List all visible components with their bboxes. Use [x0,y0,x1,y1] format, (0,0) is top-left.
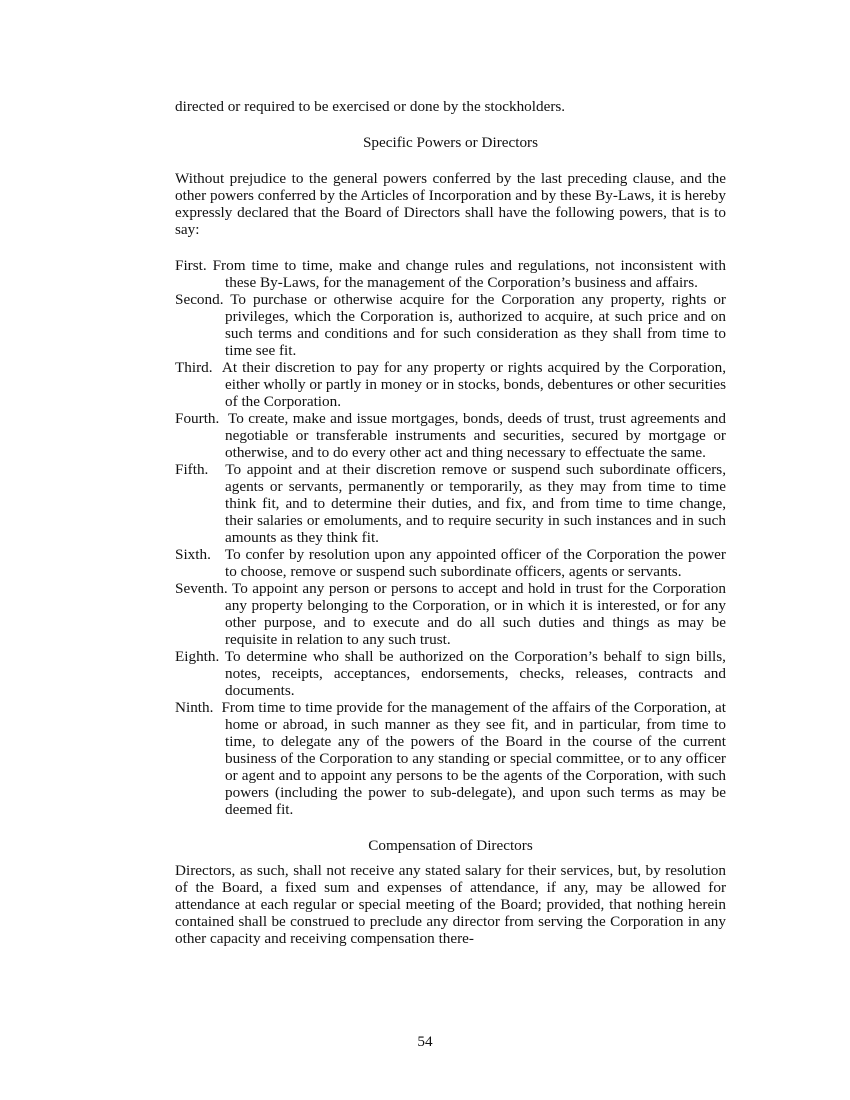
power-text: At their discretion to pay for any property or rights acquired by the Corporation, either wholly or partly in money or in stocks, bonds, debentures or other securities of the Corporation. [221,359,726,410]
power-item-sixth [175,546,726,580]
power-text: From time to time, make and change rules and regulations, not inconsistent with these By-Laws, for the management of the Corporation’s business and affairs. [212,257,726,291]
power-label: First. [175,257,207,274]
power-label: Ninth. [175,699,214,716]
power-text: To confer by resolution upon any appointed officer of the Corporation the power to choose, remove or suspend such subordinate officers, agents or servants. [224,546,726,580]
opening-line: directed or required to be exercised or done by the stockholders. [175,98,566,115]
power-label: Third. [175,359,213,376]
power-text: To purchase or otherwise acquire for the Corporation any property, rights or privileges, which the Corporation is, authorized to acquire, at such price and on such terms and conditions and for such consideration as they shall from time to time see fit. [225,291,726,359]
power-item-eighth [175,648,726,699]
power-label: Fourth. [175,410,220,427]
power-label: Eighth. [175,648,220,665]
power-label: Fifth. [175,461,209,478]
power-text: From time to time provide for the management of the affairs of the Corporation, at home or abroad, in such manner as they see fit, and in particular, from time to time, to delegate any of the powers of the Board in the course of the current business of the Corporation to any standing or special committee, or to any officer or agent and to appoint any persons to be the agents of the Corporation, with such powers (including the power to sub-delegate), and upon such terms as may be deemed fit. [221,699,727,818]
power-item-third [175,359,726,410]
power-text: To appoint any person or persons to accept and hold in trust for the Corporation any property belonging to the Corporation, or in which it is interested, or for any other purpose, and to execute and do all such duties and things as may be requisite in relation to any such trust. [225,580,726,648]
power-text: To appoint and at their discretion remove or suspend such subordinate officers, agents or servants, permanently or temporarily, as they may from time to time think fit, and to determine their duties, and fix, and from time to time change, their salaries or emoluments, and to require security in such instances and in such amounts as they think fit. [225,461,726,546]
power-label: Second. [175,291,224,308]
power-text: To create, make and issue mortgages, bonds, deeds of trust, trust agreements and negotiable or transferable instruments and securities, secured by mortgage or otherwise, and to do every other act and thing necessary to effectuate the same. [225,410,726,461]
power-item-fourth [175,410,726,461]
section-intro-paragraph: Without prejudice to the general powers conferred by the last preceding clause, and the other powers conferred by the Articles of Incorporation and by these By-Laws, it is hereby expressly declared that the Board of Directors shall have the following powers, that is to say: [175,170,726,238]
power-item-first [175,257,726,291]
compensation-paragraph: Directors, as such, shall not receive any stated salary for their services, but, by resolution of the Board, a fixed sum and expenses of attendance, if any, may be allowed for attendance at each regular or special meeting of the Board; provided, that nothing herein contained shall be construed to preclude any director from serving the Corporation in any other capacity and receiving compensation there- [175,862,726,947]
power-label: Seventh. [175,580,228,597]
power-text: To determine who shall be authorized on the Corporation’s behalf to sign bills, notes, receipts, acceptances, endorsements, checks, releases, contracts and documents. [224,648,726,699]
powers-list [175,257,726,818]
power-label: Sixth. [175,546,211,563]
page-number: 54 [417,1033,433,1050]
power-item-seventh [175,580,726,648]
section-heading-specific-powers: Specific Powers or Directors [362,134,539,151]
document-page [175,98,726,947]
power-item-fifth [175,461,726,546]
section-heading-compensation: Compensation of Directors [368,837,533,854]
power-item-second [175,291,726,359]
power-item-ninth [175,699,726,818]
